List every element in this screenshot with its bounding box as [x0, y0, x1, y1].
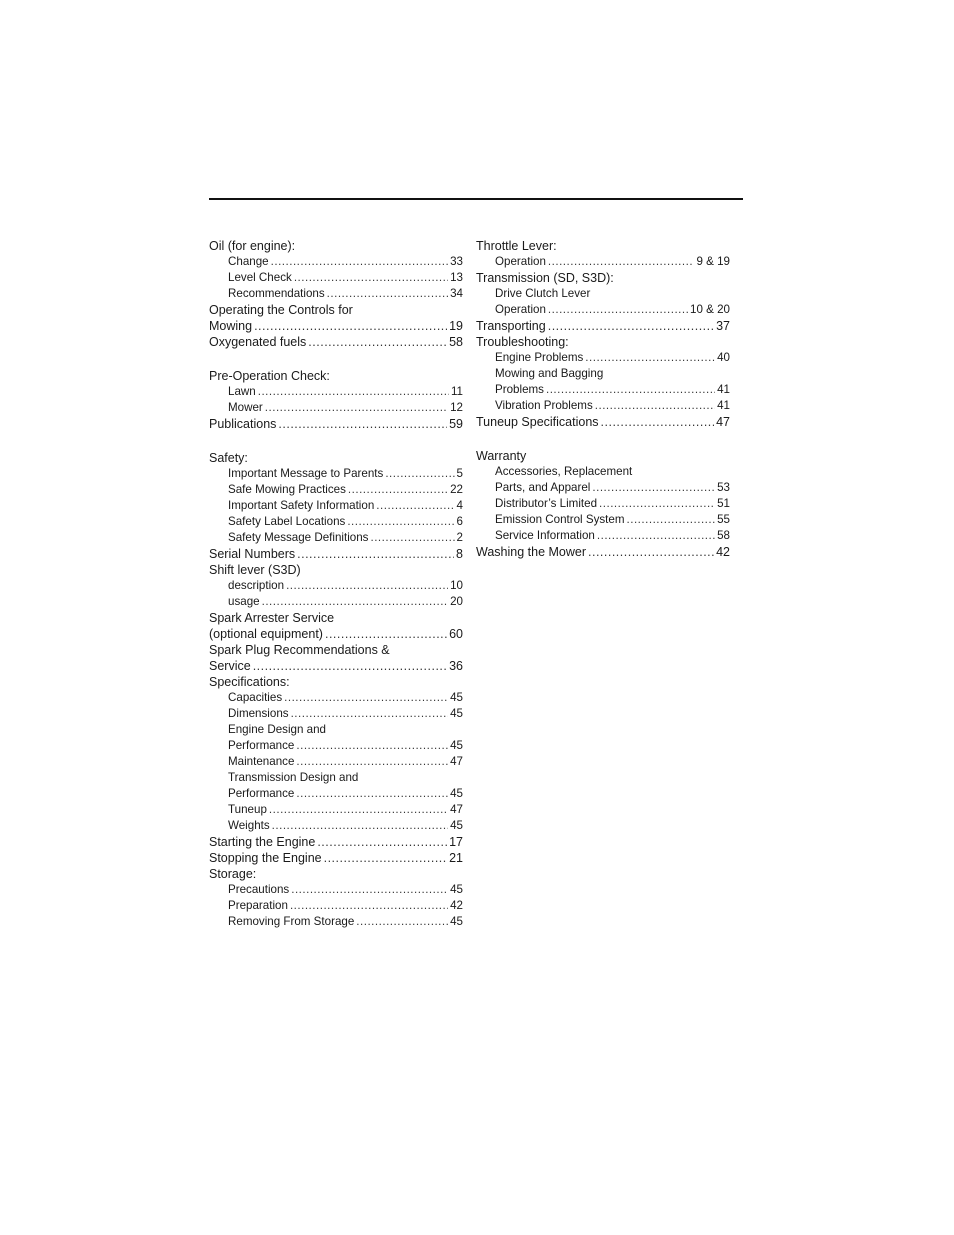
- index-heading: Shift lever (S3D): [209, 563, 301, 577]
- index-entry: Transporting ..... 37: [476, 318, 730, 334]
- index-entry: Publications ..... 59: [209, 416, 463, 432]
- index-entry: Lawn ..... 11: [209, 384, 463, 400]
- index-entry: Starting the Engine ..... 17: [209, 834, 463, 850]
- index-heading: Accessories, Replacement: [495, 465, 633, 478]
- index-entry: Vibration Problems ..... 41: [476, 398, 730, 414]
- index-heading: Throttle Lever:: [476, 239, 557, 253]
- index-column-right: [476, 238, 730, 560]
- header-rule: [209, 198, 743, 200]
- index-entry: Weights ..... 45: [209, 818, 463, 834]
- index-heading: Spark Arrester Service: [209, 611, 335, 625]
- index-entry: Removing From Storage ..... 45: [209, 914, 463, 930]
- index-entry: Stopping the Engine ..... 21: [209, 850, 463, 866]
- index-entry: Operation ..... 9 & 19: [476, 254, 730, 270]
- index-heading: Mowing and Bagging: [495, 367, 604, 380]
- index-heading: Drive Clutch Lever: [495, 287, 591, 300]
- index-entry: Dimensions ..... 45: [209, 706, 463, 722]
- index-entry: Performance ..... 45: [209, 786, 463, 802]
- index-heading: Pre-Operation Check:: [209, 369, 330, 383]
- index-heading: Specifications:: [209, 675, 290, 689]
- index-entry: description ..... 10: [209, 578, 463, 594]
- index-entry: (optional equipment) ..... 60: [209, 626, 463, 642]
- index-entry: Level Check ..... 13: [209, 270, 463, 286]
- index-entry: Oxygenated fuels ..... 58: [209, 334, 463, 350]
- index-heading: Oil (for engine):: [209, 239, 296, 253]
- index-entry: Serial Numbers ..... 8: [209, 546, 463, 562]
- index-heading: Troubleshooting:: [476, 335, 569, 349]
- index-entry: Service ..... 36: [209, 658, 463, 674]
- index-entry: Important Safety Information ..... 4: [209, 498, 463, 514]
- index-entry: Tuneup Specifications ..... 47: [476, 414, 730, 430]
- index-entry: Washing the Mower ..... 42: [476, 544, 730, 560]
- index-heading: Transmission (SD, S3D):: [476, 271, 614, 285]
- index-heading: Storage:: [209, 867, 257, 881]
- index-entry: Parts, and Apparel ..... 53: [476, 480, 730, 496]
- index-column-left: [209, 238, 463, 930]
- index-entry: Emission Control System ..... 55: [476, 512, 730, 528]
- index-entry: Problems ..... 41: [476, 382, 730, 398]
- index-entry: Safety Label Locations ..... 6: [209, 514, 463, 530]
- index-entry: Change ..... 33: [209, 254, 463, 270]
- index-entry: Important Message to Parents ..... 5: [209, 466, 463, 482]
- index-entry: Operation ..... 10 & 20: [476, 302, 730, 318]
- index-entry: usage ..... 20: [209, 594, 463, 610]
- index-heading: Warranty: [476, 449, 527, 463]
- index-heading: Safety:: [209, 451, 248, 465]
- index-entry: Engine Problems ..... 40: [476, 350, 730, 366]
- index-entry: Tuneup ..... 47: [209, 802, 463, 818]
- index-entry: Capacities ..... 45: [209, 690, 463, 706]
- index-entry: Performance ..... 45: [209, 738, 463, 754]
- index-entry: Mower ..... 12: [209, 400, 463, 416]
- index-heading: Operating the Controls for: [209, 303, 353, 317]
- index-entry: Distributor’s Limited ..... 51: [476, 496, 730, 512]
- index-entry: Safety Message Definitions ..... 2: [209, 530, 463, 546]
- index-heading: Engine Design and: [228, 723, 326, 736]
- index-entry: Mowing ..... 19: [209, 318, 463, 334]
- index-entry: Maintenance ..... 47: [209, 754, 463, 770]
- index-heading: Spark Plug Recommendations &: [209, 643, 390, 657]
- index-entry: Preparation ..... 42: [209, 898, 463, 914]
- index-heading: Transmission Design and: [228, 771, 359, 784]
- index-entry: Safe Mowing Practices ..... 22: [209, 482, 463, 498]
- index-entry: Precautions ..... 45: [209, 882, 463, 898]
- index-entry: Service Information ..... 58: [476, 528, 730, 544]
- index-entry: Recommendations ..... 34: [209, 286, 463, 302]
